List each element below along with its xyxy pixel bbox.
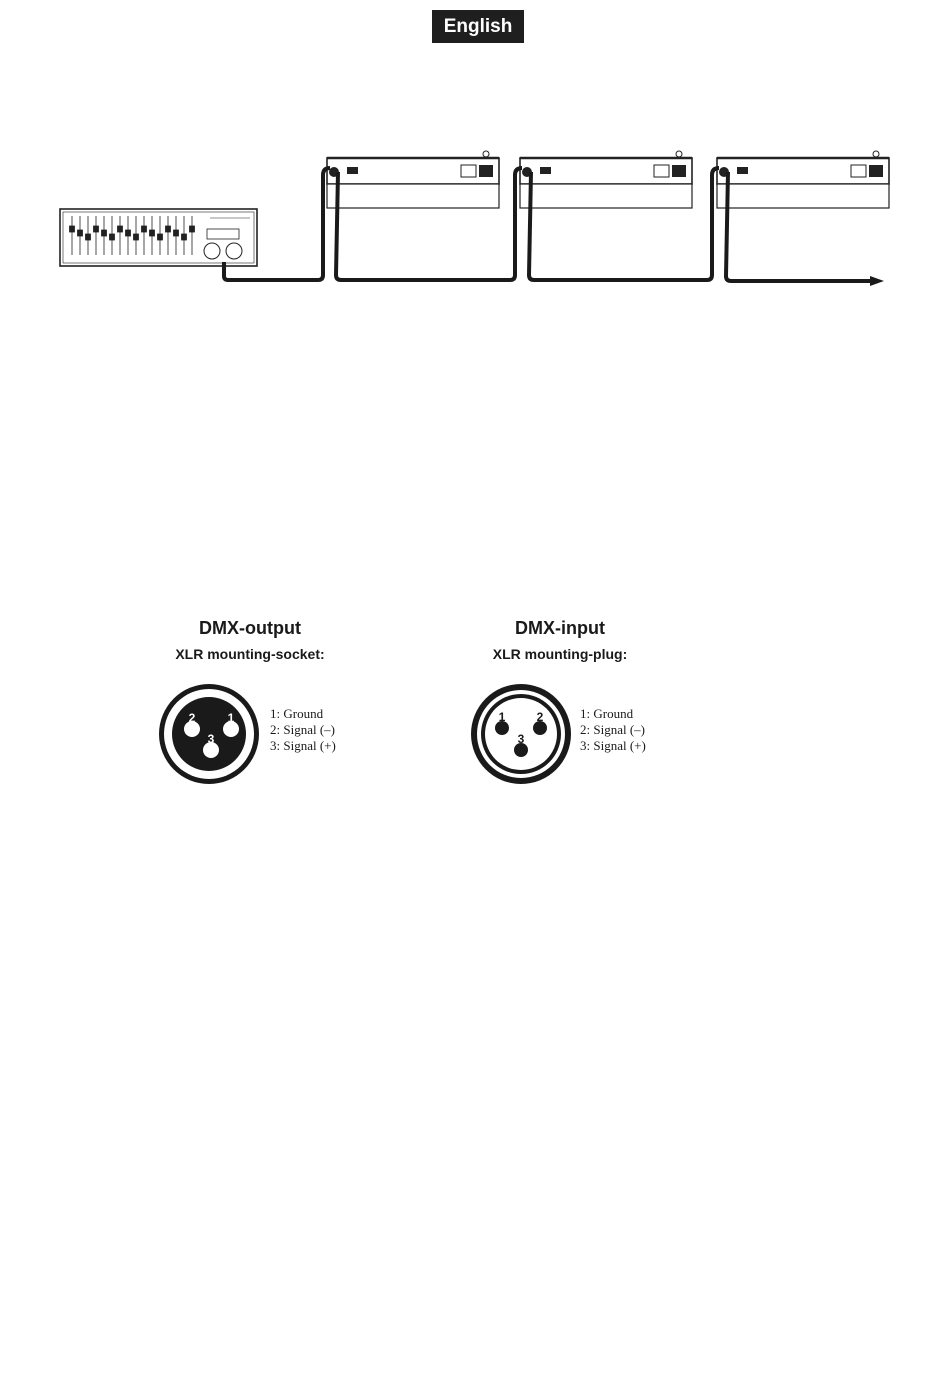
fader-knob bbox=[166, 226, 171, 232]
dmx-fixture bbox=[520, 151, 692, 208]
dmx-input-section bbox=[430, 618, 690, 662]
pin-description: 1: Ground bbox=[580, 706, 634, 721]
pin-label: 2 bbox=[536, 710, 544, 724]
fader-knob bbox=[190, 226, 195, 232]
fader-knob bbox=[126, 230, 131, 236]
pin-label: 1 bbox=[227, 711, 235, 725]
fader-knob bbox=[142, 226, 147, 232]
dmx-output-section bbox=[120, 618, 380, 662]
dmx-output-subtitle: XLR mounting-socket: bbox=[175, 646, 325, 662]
fader-knob bbox=[134, 234, 139, 240]
xlr-socket-icon bbox=[155, 680, 265, 790]
fader-knob bbox=[70, 226, 75, 232]
pin-description: 2: Signal (–) bbox=[270, 722, 335, 737]
pin-description: 3: Signal (+) bbox=[270, 738, 336, 753]
pin-description: 1: Ground bbox=[270, 706, 324, 721]
fader-knob bbox=[86, 234, 91, 240]
xlr-plug-icon bbox=[467, 680, 577, 790]
pin-label: 1 bbox=[498, 710, 506, 724]
pin-label: 2 bbox=[188, 711, 196, 725]
dmx-fixture bbox=[327, 151, 499, 208]
fader-knob bbox=[94, 226, 99, 232]
arrow-right-icon bbox=[870, 276, 884, 286]
fader-knob bbox=[118, 226, 123, 232]
dmx-input-subtitle: XLR mounting-plug: bbox=[492, 646, 628, 662]
dmx-output-title: DMX-output bbox=[199, 618, 301, 638]
dmx-output-pin-list bbox=[270, 706, 336, 754]
dmx-input-pin-list bbox=[580, 706, 646, 754]
fader-knob bbox=[110, 234, 115, 240]
fader-knob bbox=[150, 230, 155, 236]
fader-knob bbox=[174, 230, 179, 236]
dmx-input-title: DMX-input bbox=[515, 618, 605, 638]
fader-knob bbox=[158, 234, 163, 240]
fader-knob bbox=[102, 230, 107, 236]
pin-label: 3 bbox=[207, 732, 215, 746]
dmx-chain-diagram bbox=[0, 0, 950, 320]
pin-label: 3 bbox=[517, 732, 525, 746]
pin-description: 3: Signal (+) bbox=[580, 738, 646, 753]
dmx-controller bbox=[60, 209, 257, 266]
pin-description: 2: Signal (–) bbox=[580, 722, 645, 737]
fader-knob bbox=[78, 230, 83, 236]
language-badge: English bbox=[432, 10, 524, 43]
dmx-fixture bbox=[717, 151, 889, 208]
fader-knob bbox=[182, 234, 187, 240]
